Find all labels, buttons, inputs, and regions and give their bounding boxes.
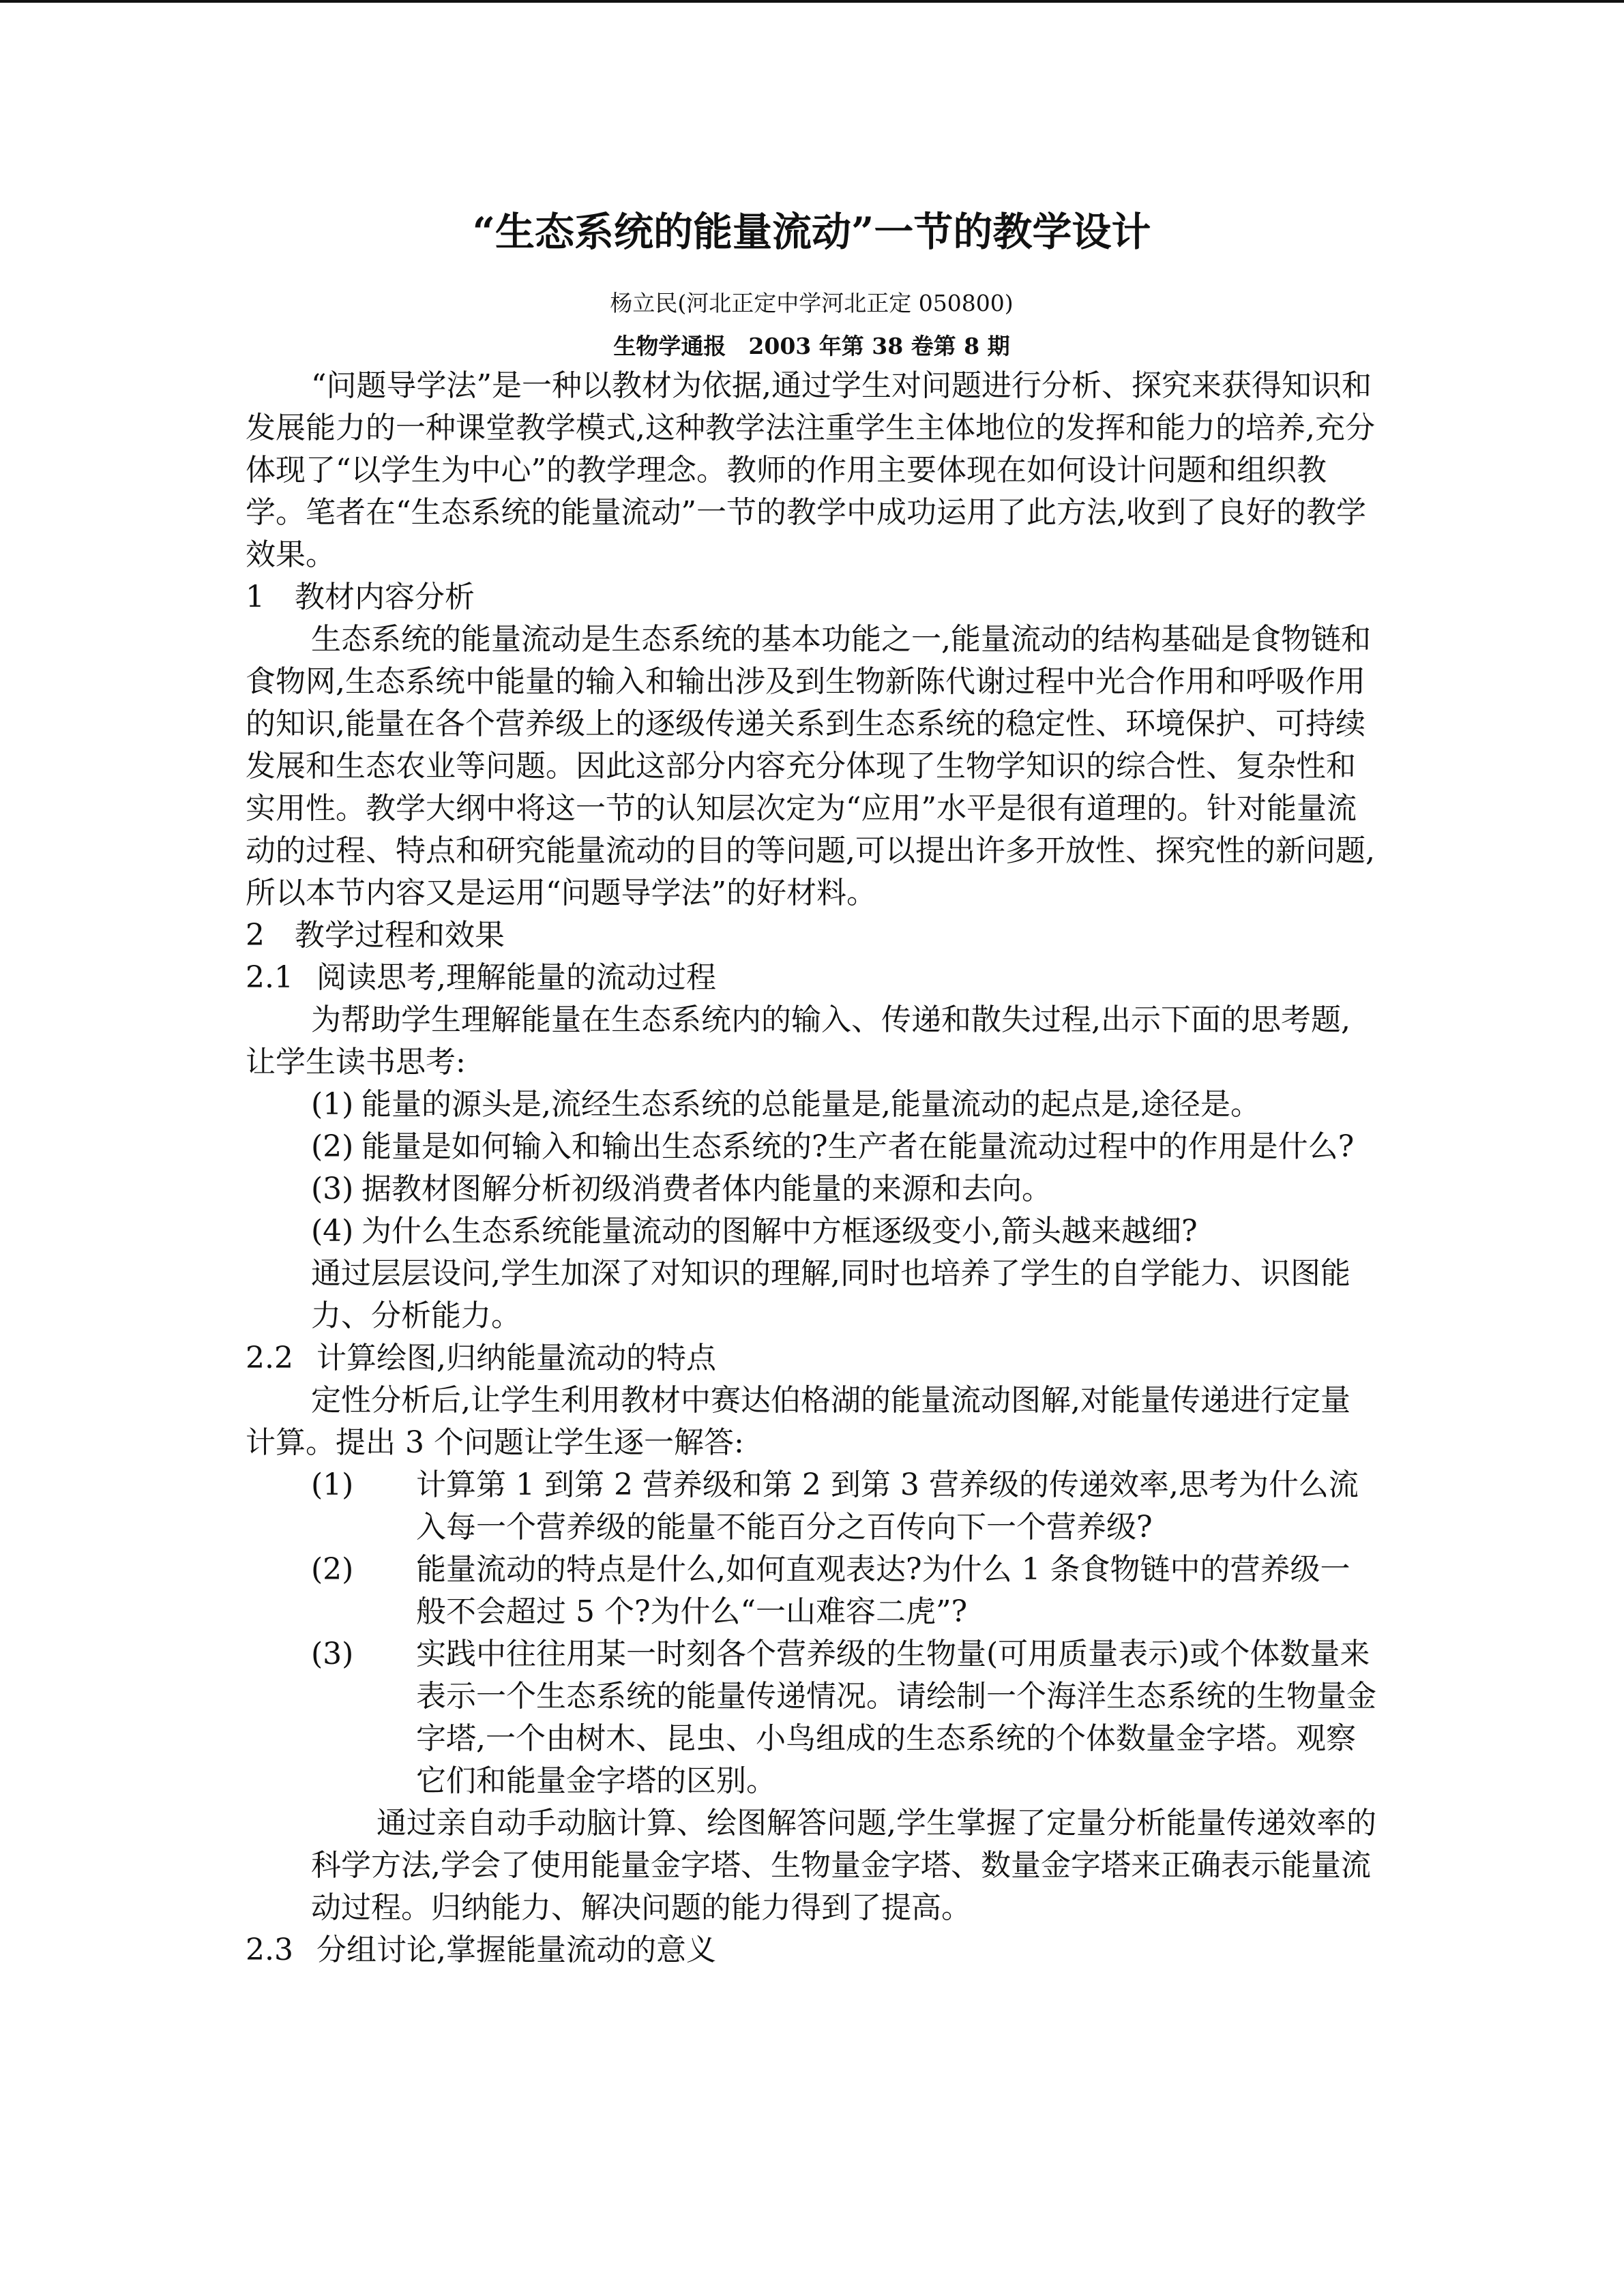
article-body [246,365,1378,1971]
list-item-text: 据教材图解分析初级消费者体内能量的来源和去向。 [361,1172,1052,1206]
list-item [246,1633,1378,1802]
section-2-1-heading [246,957,1378,999]
author-line: 杨立民(河北正定中学河北正定 050800) [610,290,1014,316]
list-marker: (1) [311,1087,354,1122]
list-item [246,1084,1378,1126]
section-2-1-conclusion: 通过层层设问,学生加深了对知识的理解,同时也培养了学生的自学能力、识图能力、分析能力。 [311,1256,1350,1333]
section-2-1-paragraph: 为帮助学生理解能量在生态系统内的输入、传递和散失过程,出示下面的思考题,让学生读书思考: [246,1002,1350,1079]
section-number: 2.1 [246,960,293,995]
section-2-2-paragraph: 定性分析后,让学生利用教材中赛达伯格湖的能量流动图解,对能量传递进行定量计算。提出 3 个问题让学生逐一解答: [246,1383,1350,1460]
list-item [246,1126,1378,1168]
intro-paragraph: “问题导学法”是一种以教材为依据,通过学生对问题进行分析、探究来获得知识和发展能力的一种课堂教学模式,这种教学法注重学生主体地位的发挥和能力的培养,充分体现了“以学生为中心”的教学理念。教师的作用主要体现在如何设计问题和组织教学。笔者在“生态系统的能量流动”一节的教学中成功运用了此方法,收到了良好的教学效果。 [246,368,1375,572]
section-1-heading [246,576,1378,618]
list-marker: (1) [311,1467,354,1502]
question-list [246,1084,1378,1253]
section-title: 教学过程和效果 [295,918,505,953]
list-item [246,1464,1378,1549]
list-item-text: 计算第 1 到第 2 营养级和第 2 到第 3 营养级的传递效率,思考为什么流入每一个营养级的能量不能百分之百传向下一个营养级? [416,1467,1359,1545]
list-marker: (2) [311,1552,354,1587]
list-item-text: 能量是如何输入和输出生态系统的?生产者在能量流动过程中的作用是什么? [361,1129,1355,1164]
section-number: 2 [246,918,265,953]
section-number: 1 [246,580,265,614]
list-item-text: 能量的源头是,流经生态系统的总能量是,能量流动的起点是,途径是。 [361,1087,1260,1122]
section-title: 分组讨论,掌握能量流动的意义 [316,1933,716,1967]
list-marker: (4) [311,1214,354,1249]
section-title: 教材内容分析 [295,580,475,614]
list-item [246,1210,1378,1253]
list-marker: (3) [311,1172,354,1206]
list-marker: (2) [311,1129,354,1164]
list-item-text: 能量流动的特点是什么,如何直观表达?为什么 1 条食物链中的营养级一般不会超过 5 个?为什么“一山难容二虎”? [416,1552,1350,1629]
section-2-heading [246,914,1378,957]
list-item-text: 实践中往往用某一时刻各个营养级的生物量(可用质量表示)或个体数量来表示一个生态系统的能量传递情况。请绘制一个海洋生态系统的生物量金字塔,一个由树木、昆虫、小鸟组成的生态系统的个体数量金字塔。观察它们和能量金字塔的区别。 [416,1637,1376,1798]
journal-line: 生物学通报 2003 年第 38 卷第 8 期 [613,333,1010,359]
section-2-2-heading [246,1337,1378,1380]
section-1-paragraph: 生态系统的能量流动是生态系统的基本功能之一,能量流动的结构基础是食物链和食物网,生态系统中能量的输入和输出涉及到生物新陈代谢过程中光合作用和呼吸作用的知识,能量在各个营养级上的逐级传递关系到生态系统的稳定性、环境保护、可持续发展和生态农业等问题。因此这部分内容充分体现了生物学知识的综合性、复杂性和实用性。教学大纲中将这一节的认知层次定为“应用”水平是很有道理的。针对能量流动的过程、特点和研究能量流动的目的等问题,可以提出许多开放性、探究性的新问题,所以本节内容又是运用“问题导学法”的好材料。 [246,622,1375,910]
section-number: 2.2 [246,1341,293,1375]
section-2-2-conclusion: 通过亲自动手动脑计算、绘图解答问题,学生掌握了定量分析能量传递效率的科学方法,学会了使用能量金字塔、生物量金字塔、数量金字塔来正确表示能量流动过程。归纳能力、解决问题的能力得到了提高。 [311,1806,1376,1925]
section-number: 2.3 [246,1933,293,1967]
list-item [246,1168,1378,1210]
section-2-3-heading [246,1929,1378,1971]
section-title: 阅读思考,理解能量的流动过程 [316,960,716,995]
top-border-line [0,0,1624,3]
question-list [246,1464,1378,1802]
article-title: “生态系统的能量流动”一节的教学设计 [472,209,1151,255]
list-item [246,1549,1378,1633]
list-marker: (3) [311,1637,354,1671]
section-title: 计算绘图,归纳能量流动的特点 [316,1341,716,1375]
list-item-text: 为什么生态系统能量流动的图解中方框逐级变小,箭头越来越细? [361,1214,1198,1249]
